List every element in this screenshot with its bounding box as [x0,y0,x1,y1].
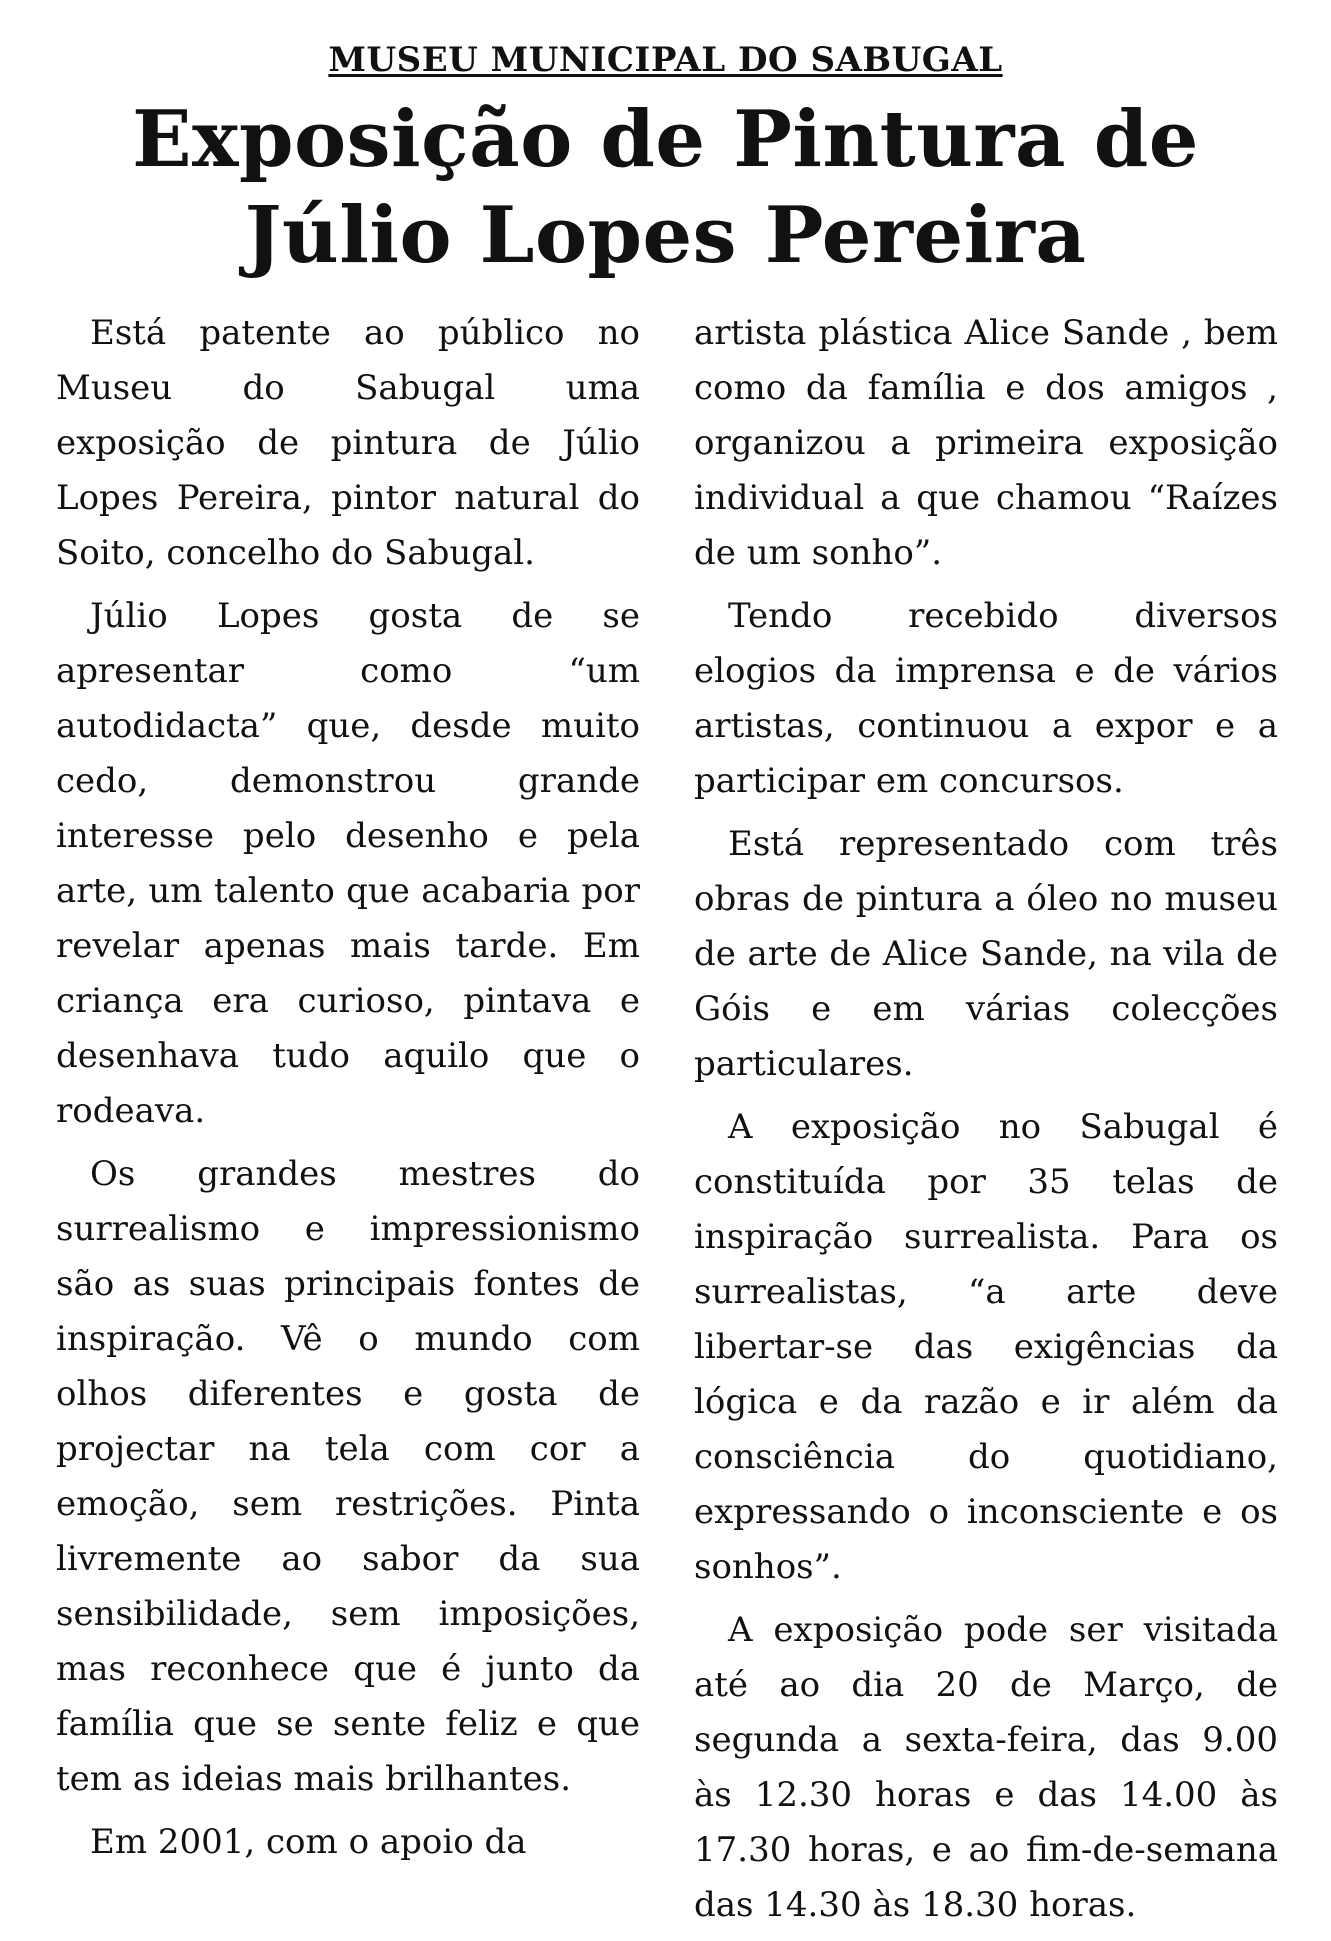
section-kicker: MUSEU MUNICIPAL DO SABUGAL [328,40,1003,80]
paragraph: Júlio Lopes gosta de se apresentar como “um autodidacta” que, desde muito cedo, demonstrou grande interesse pelo desenho e pela arte, um talento que acabaria por revelar apenas mais tarde. Em criança era curioso, pintava e desenhava tudo aquilo que o rodeava. [56,596,640,1131]
paragraph: A exposição pode ser visitada até ao dia 20 de Março, de segunda a sexta-feira, das 9.00 às 12.30 horas e das 14.00 às 17.30 horas, e ao fim-de-semana das 14.30 às 18.30 horas. [694,1610,1278,1925]
paragraph-continued: artista plástica Alice Sande , bem como da família e dos amigos , organizou a primeira exposição individual a que chamou “Raízes de um sonho”. [694,313,1278,573]
headline-line-2: Júlio Lopes Pereira [244,190,1087,281]
headline-line-1: Exposição de Pintura de [132,94,1199,185]
paragraph: Os grandes mestres do surrealismo e impressionismo são as suas principais fontes de inspiração. Vê o mundo com olhos diferentes e gosta de projectar na tela com cor a emoção, sem restrições. Pinta livremente ao sabor da sua sensibilidade, sem imposições, mas reconhece que é junto da família que se sente feliz e que tem as ideias mais brilhantes. [56,1154,640,1799]
paragraph: Em 2001, com o apoio da [90,1822,527,1862]
article-headline [0,92,1331,284]
paragraph: Está representado com três obras de pintura a óleo no museu de arte de Alice Sande, na vila de Góis e em várias colecções particulares. [694,824,1278,1084]
paragraph: A exposição no Sabugal é constituída por 35 telas de inspiração surrealista. Para os surrealistas, “a arte deve libertar-se das exigências da lógica e da razão e ir além da consciência do quotidiano, expressando o inconsciente e os sonhos”. [694,1107,1278,1587]
paragraph: Tendo recebido diversos elogios da imprensa e de vários artistas, continuou a expor e a participar em concursos. [694,596,1278,801]
article-column-left [56,306,640,1878]
article-column-right [694,306,1278,1941]
paragraph: Está patente ao público no Museu do Sabugal uma exposição de pintura de Júlio Lopes Pereira, pintor natural do Soito, concelho do Sabugal. [56,313,640,573]
